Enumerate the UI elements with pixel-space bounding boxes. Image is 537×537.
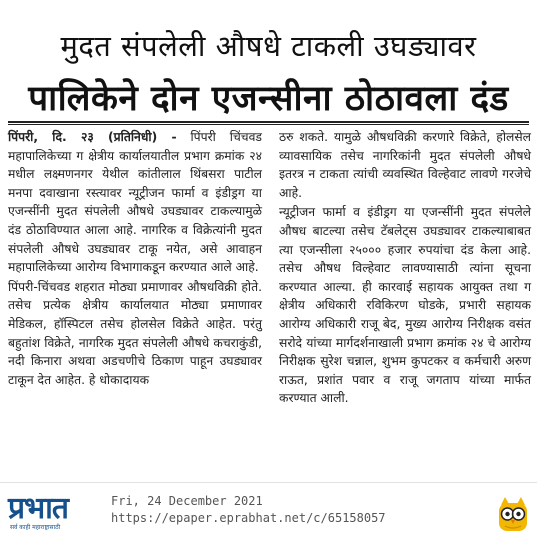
headline-line-2: पालिकेने दोन एजन्सीना ठोठावला दंड [28,79,509,119]
paragraph-text: पिंपरी चिंचवड महापालिकेच्या ग क्षेत्रीय कार्यालयातील प्रभाग क्रमांक २४ मधील लक्ष्मणनगर येथील कांतीलाल थिंबसरा पाटील मनपा दवाखाना रस्त्यावर न्यूट्रीजन फार्मा व इंडीड्रग या एजन्सींनी मुदत संपलेली औषधे उघड्यावर टाकल्यामुळे दंड ठोठाविण्यात आला आहे. नागरिक व विक्रेत्यांनी मुदत संपलेली औषधे उघड्यावर टाकू नयेत, असे आवाहन महापालिकेच्या आरोग्य विभागाकडून करण्यात आले आहे. [8,130,262,275]
dateline: पिंपरी, दि. २३ (प्रतिनिधी) - [8,130,177,144]
prabhat-logo[interactable] [8,493,104,533]
logo-wordmark: प्रभात [8,491,69,526]
footer-bar [0,482,537,537]
headline-line-1: मुदत संपलेली औषधे टाकली उघड्यावर [60,29,477,63]
logo-tagline: सर्व काही महाराष्ट्रासाठी [10,524,61,531]
article-column-left [8,128,262,389]
article-paragraph-2: पिंपरी-चिंचवड शहरात मोठ्या प्रमाणावर औषधविक्री होते. तसेच प्रत्येक क्षेत्रीय कार्यालयात मोठ्या प्रमाणावर मेडिकल, हॉस्पिटल तसेच होलसेल विक्रेते आहेत. परंतु बहुतांश विक्रेते, नागरिक मुदत संपलेली औषधे कचराकुंडी, नदी किनारा अथवा अडचणीचे ठिकाण पाहून उघड्यावर टाकून देत आहेत. हे धोकादायक [8,279,262,387]
article-paragraph-4: न्यूट्रीजन फार्मा व इंडीड्रग या एजन्सींनी मुदत संपलेले औषध बाटल्या तसेच टॅबलेट्स उघड्यावर टाकल्याबाबत त्या एजन्सीला २५००० हजार रुपयांचा दंड केला आहे. तसेच औषध विल्हेवाट लावण्यासाठी त्यांना सूचना करण्यात आल्या. ही कारवाई सहायक आयुक्त तथा ग क्षेत्रीय अधिकारी रविकिरण घोडके, प्रभारी सहायक आरोग्य अधिकारी राजू बेद, मुख्य आरोग्य निरीक्षक वसंत सरोदे यांच्या मार्गदर्शनाखाली प्रभाग क्रमांक २४ चे आरोग्य निरीक्षक सुरेश चन्नाल, शुभम कुपटकर व कर्मचारी अरुण राऊत, प्रशांत पवार व राजू जगताप यांच्या मार्फत करण्यात आली. [279,205,531,406]
clip-meta [111,493,386,527]
article-column-right [279,128,531,408]
clip-url[interactable]: https://epaper.eprabhat.net/c/65158057 [111,511,386,525]
article-paragraph-1 [8,128,262,277]
article-paragraph-3: ठरु शकते. यामुळे औषधविक्री करणारे विक्रेते, होलसेल व्यावसायिक तसेच नागरिकांनी मुदत संपलेली औषधे इतरत्र न टाकता त्यांची व्यवस्थित विल्हेवाट लावणे गरजेचे आहे. [279,130,531,200]
headline-divider-thin [8,124,529,125]
publication-date: Fri, 24 December 2021 [111,494,263,508]
headline-divider [8,121,529,123]
owl-icon [496,497,530,533]
